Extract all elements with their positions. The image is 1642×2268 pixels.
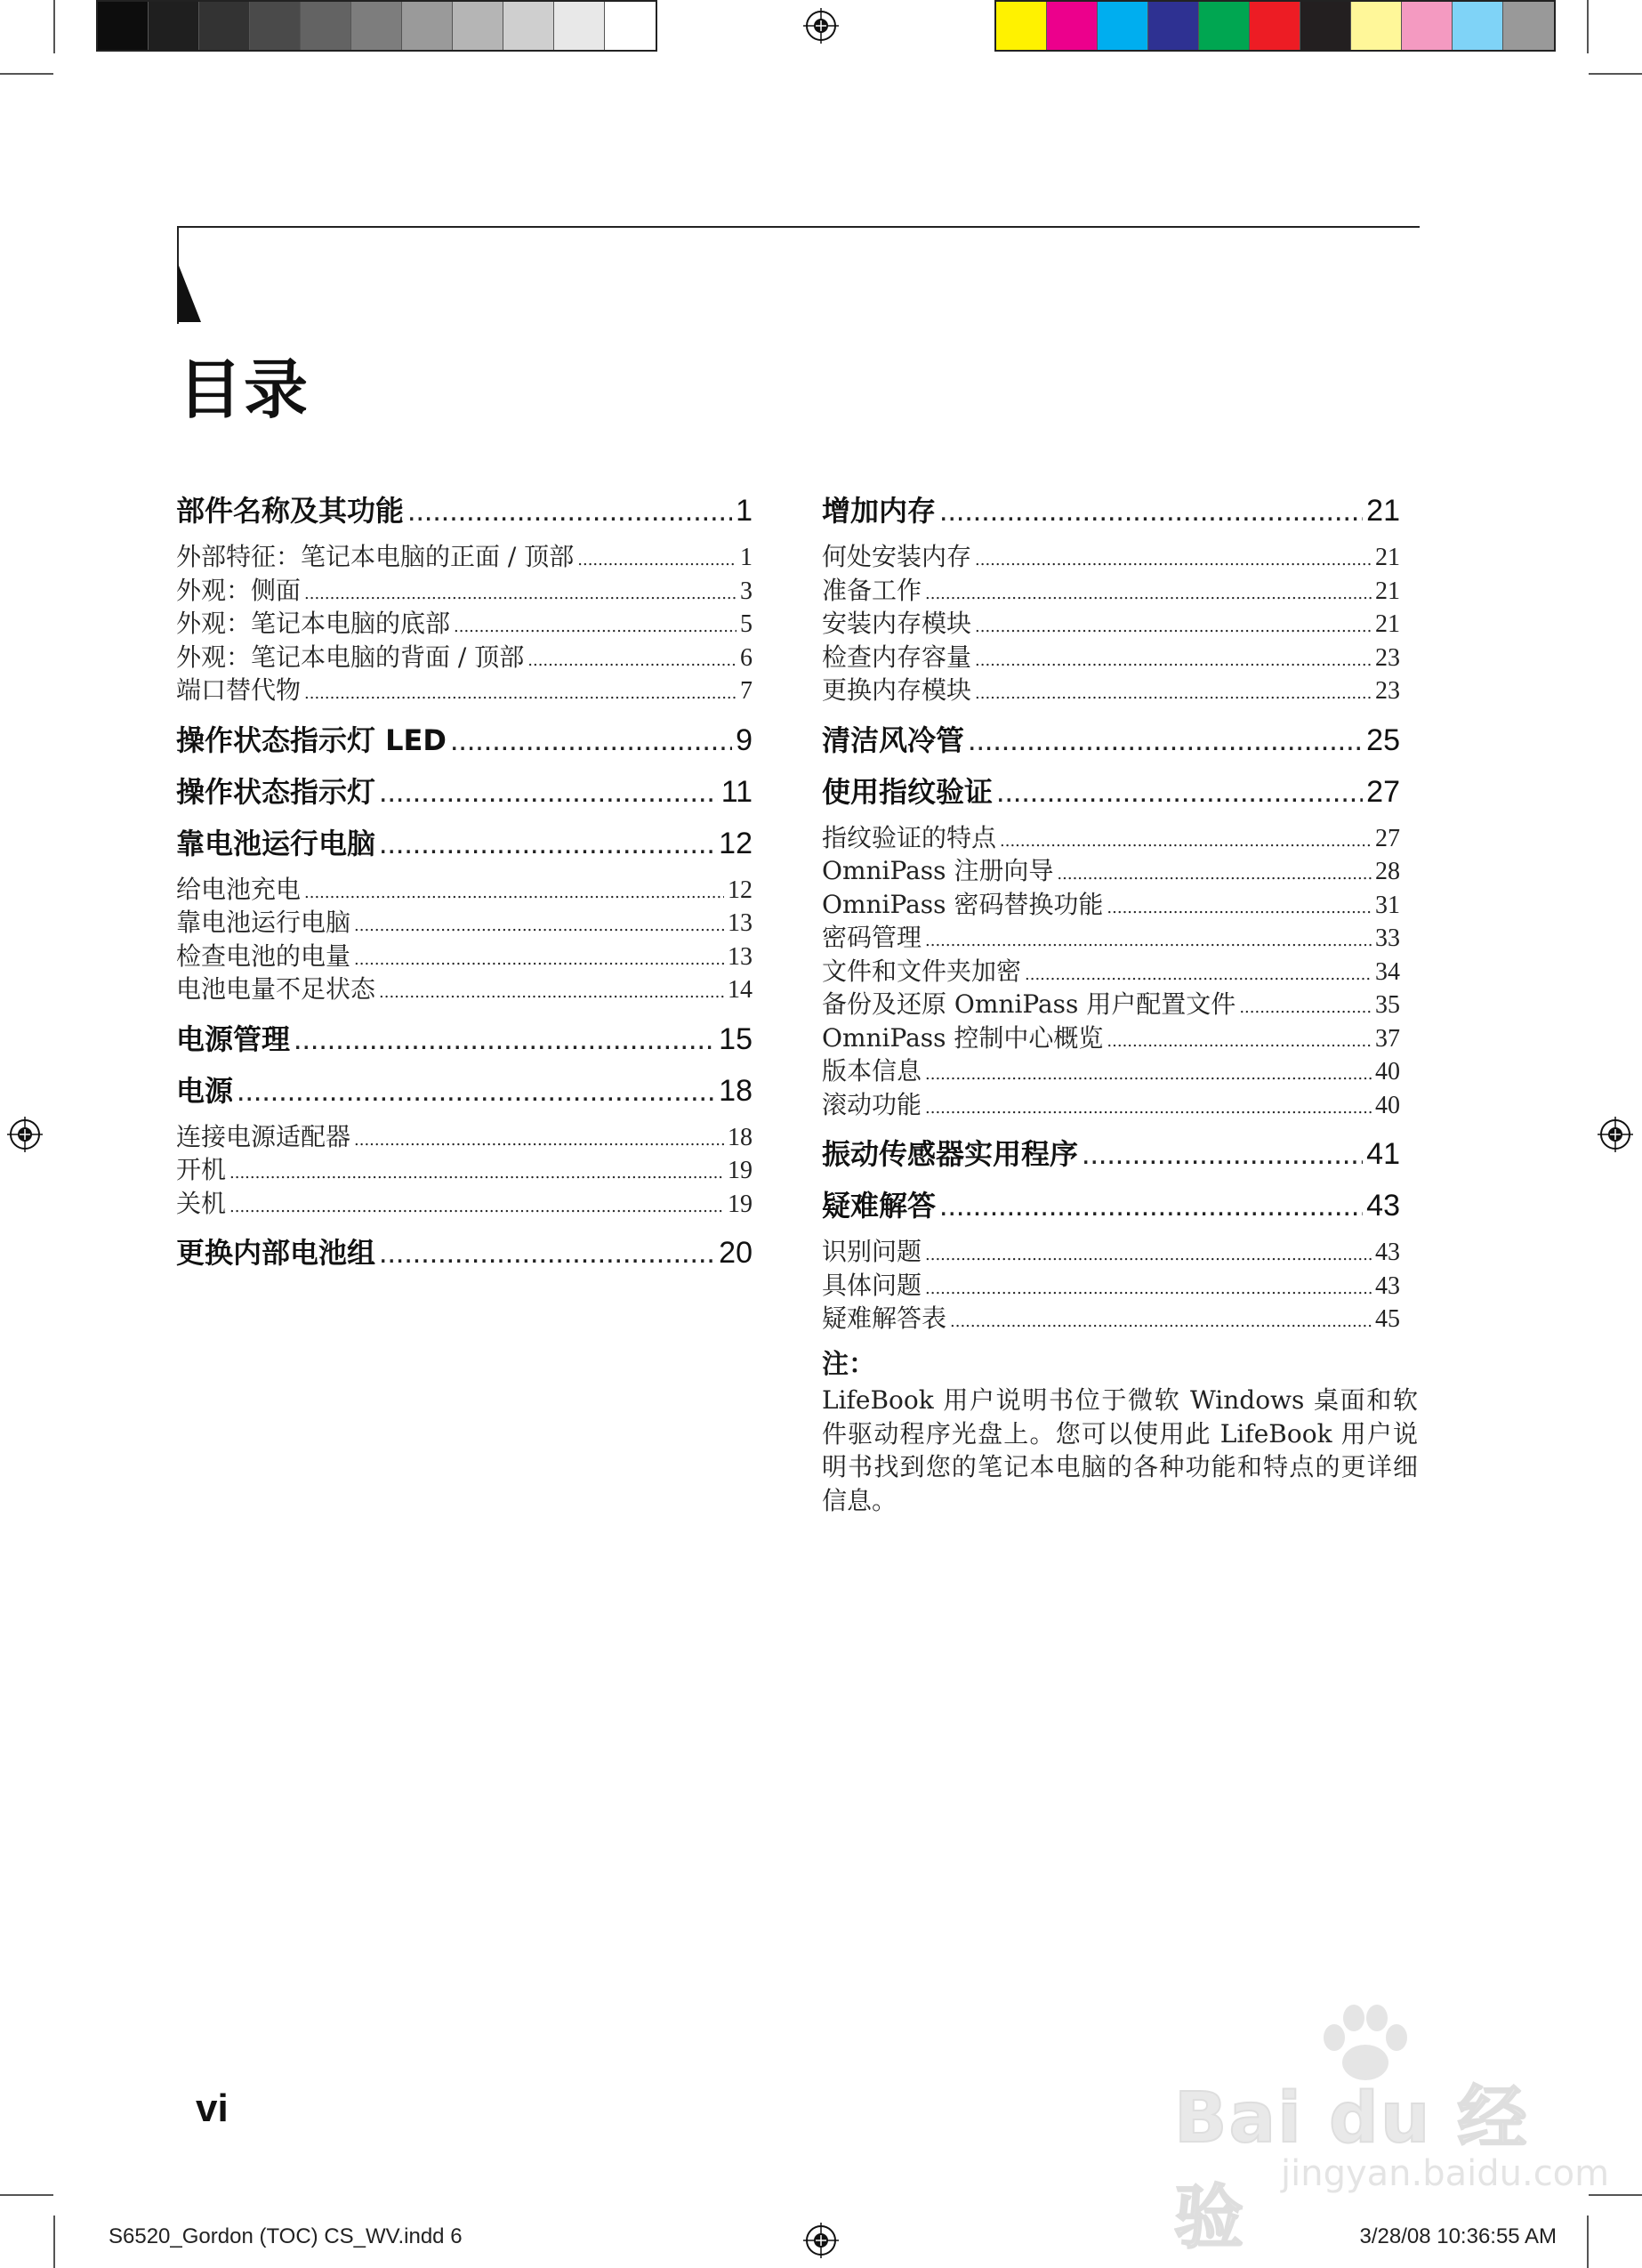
toc-entry[interactable]	[822, 955, 1400, 989]
toc-entry[interactable]	[822, 854, 1400, 888]
toc-entry[interactable]	[176, 1187, 753, 1221]
toc-section[interactable]	[176, 1013, 753, 1065]
toc-leader-dots	[925, 1272, 1372, 1306]
toc-entry-page: 40	[1375, 1058, 1400, 1086]
toc-entry[interactable]	[822, 988, 1400, 1021]
toc-entry-page: 13	[728, 942, 753, 971]
toc-entry-title: 备份及还原 OmniPass 用户配置文件	[822, 989, 1236, 1019]
toc-leader-dots	[229, 1157, 724, 1190]
header-wedge-icon	[178, 263, 201, 322]
toc-section-title: 电源	[176, 1073, 234, 1108]
color-swatch	[1503, 2, 1554, 50]
header-rule	[178, 226, 1420, 228]
toc-leader-dots	[450, 714, 732, 766]
toc-entry-page: 23	[1375, 643, 1400, 672]
toc-subsection-list	[822, 1235, 1400, 1336]
toc-entry-title: OmniPass 密码替换功能	[822, 889, 1104, 919]
grayscale-color-bar	[96, 0, 657, 52]
toc-leader-dots	[379, 766, 718, 818]
toc-entry-title: 具体问题	[822, 1270, 922, 1300]
toc-entry[interactable]	[822, 1269, 1400, 1303]
toc-section[interactable]	[822, 714, 1400, 766]
toc-entry-page: 21	[1375, 610, 1400, 638]
toc-entry-page: 19	[728, 1157, 753, 1184]
toc-section-page: 9	[736, 722, 753, 757]
registration-mark-icon	[7, 1117, 43, 1152]
toc-entry-title: 检查电池的电量	[176, 940, 351, 971]
toc-entry-title: 指纹验证的特点	[822, 822, 997, 852]
toc-entry[interactable]	[176, 940, 753, 973]
toc-leader-dots	[354, 1124, 724, 1158]
toc-section[interactable]	[822, 1128, 1400, 1180]
toc-entry[interactable]	[822, 607, 1400, 641]
crop-mark	[1587, 2216, 1589, 2268]
toc-subsection-list	[176, 873, 753, 1006]
toc-entry[interactable]	[822, 574, 1400, 608]
toc-entry-page: 5	[740, 610, 753, 638]
toc-entry[interactable]	[176, 873, 753, 907]
toc-entry-title: 何处安装内存	[822, 542, 972, 571]
toc-section[interactable]	[176, 714, 753, 766]
toc-entry-title: 安装内存模块	[822, 609, 972, 638]
toc-entry[interactable]	[176, 1153, 753, 1187]
toc-entry-page: 35	[1375, 991, 1400, 1019]
toc-section-title: 操作状态指示灯	[176, 774, 376, 809]
toc-entry-title: 外观：笔记本电脑的底部	[176, 609, 451, 638]
color-swatch	[402, 2, 453, 50]
registration-mark-icon	[803, 8, 839, 44]
toc-section-page: 41	[1366, 1137, 1400, 1171]
toc-entry-title: 连接电源适配器	[176, 1121, 351, 1151]
toc-entry-title: 关机	[176, 1188, 227, 1218]
toc-entry-page: 21	[1375, 577, 1400, 605]
color-swatch	[1300, 2, 1351, 50]
toc-entry-title: 外观：笔记本电脑的背面 / 顶部	[176, 642, 525, 672]
toc-entry-page: 7	[740, 677, 753, 705]
toc-entry-title: 开机	[176, 1155, 227, 1184]
color-swatch	[1453, 2, 1503, 50]
color-swatch	[453, 2, 503, 50]
toc-section-title: 清洁风冷管	[822, 722, 965, 757]
toc-entry-title: 给电池充电	[176, 874, 302, 904]
toc-section[interactable]	[176, 485, 753, 537]
date-slug: 3/28/08 10:36:55 AM	[1359, 2224, 1557, 2248]
toc-entry-title: 滚动功能	[822, 1089, 922, 1119]
toc-section-page: 43	[1366, 1189, 1400, 1223]
toc-entry[interactable]	[176, 574, 753, 608]
toc-leader-dots	[975, 677, 1372, 711]
watermark-site: jingyan.baidu.com	[1281, 2153, 1610, 2194]
toc-leader-dots	[1239, 991, 1372, 1025]
color-swatch	[98, 2, 149, 50]
toc-section-title: 使用指纹验证	[822, 774, 994, 809]
toc-entry[interactable]	[176, 973, 753, 1006]
toc-leader-dots	[294, 1013, 715, 1065]
file-slug: S6520_Gordon (TOC) CS_WV.indd 6	[109, 2224, 463, 2248]
toc-section-page: 27	[1366, 774, 1400, 809]
toc-leader-dots	[304, 677, 736, 711]
toc-section-title: 增加内存	[822, 494, 937, 528]
toc-entry-page: 45	[1375, 1305, 1400, 1333]
toc-section-title: 操作状态指示灯 LED	[176, 722, 447, 757]
toc-entry-page: 37	[1375, 1024, 1400, 1053]
toc-entry-page: 31	[1375, 891, 1400, 919]
toc-entry-page: 13	[728, 909, 753, 937]
toc-leader-dots	[1107, 892, 1372, 925]
color-swatch	[199, 2, 250, 50]
toc-leader-dots	[379, 1227, 715, 1279]
note-heading: 注：	[822, 1349, 875, 1380]
toc-subsection-list	[822, 821, 1400, 1122]
registration-mark-icon	[1598, 1117, 1633, 1152]
toc-entry-page: 12	[728, 876, 753, 904]
toc-leader-dots	[939, 485, 1363, 537]
toc-subsection-list	[176, 1120, 753, 1221]
toc-leader-dots	[925, 924, 1372, 958]
crop-mark	[53, 2216, 55, 2268]
page-title: 目录	[178, 355, 310, 426]
toc-section-page: 15	[719, 1021, 753, 1056]
toc-section-title: 振动传感器实用程序	[822, 1137, 1079, 1171]
toc-leader-dots	[925, 1092, 1372, 1126]
toc-section[interactable]	[822, 485, 1400, 537]
toc-leader-dots	[1000, 825, 1372, 859]
color-swatch	[1047, 2, 1098, 50]
toc-entry[interactable]	[822, 1088, 1400, 1122]
toc-leader-dots	[379, 976, 724, 1010]
toc-leader-dots	[925, 577, 1372, 611]
toc-entry-page: 14	[728, 976, 753, 1004]
toc-leader-dots	[1025, 958, 1372, 992]
toc-section-title: 部件名称及其功能	[176, 494, 405, 528]
color-swatch	[149, 2, 199, 50]
toc-entry-page: 40	[1375, 1091, 1400, 1119]
toc-section[interactable]	[822, 1180, 1400, 1231]
toc-entry-page: 3	[740, 577, 753, 605]
toc-entry[interactable]	[822, 921, 1400, 955]
registration-mark-icon	[803, 2223, 839, 2258]
toc-leader-dots	[354, 909, 724, 943]
crop-mark	[1589, 73, 1642, 75]
toc-entry-page: 21	[1375, 544, 1400, 571]
toc-leader-dots	[1082, 1128, 1363, 1180]
toc-entry-page: 19	[728, 1190, 753, 1218]
note-body: LifeBook 用户说明书位于微软 Windows 桌面和软件驱动程序光盘上。您可以使用此 LifeBook 用户说明书找到您的笔记本电脑的各种功能和特点的更详细信息。	[822, 1385, 1418, 1515]
toc-column-right	[822, 485, 1400, 1343]
toc-entry-title: 检查内存容量	[822, 642, 972, 672]
color-swatch	[503, 2, 554, 50]
toc-leader-dots	[968, 714, 1363, 766]
toc-entry[interactable]	[176, 641, 753, 674]
color-swatch	[250, 2, 301, 50]
toc-section[interactable]	[176, 1065, 753, 1117]
toc-entry-title: 文件和文件夹加密	[822, 956, 1022, 986]
toc-entry-page: 33	[1375, 924, 1400, 952]
crop-mark	[53, 0, 55, 53]
toc-entry-title: 靠电池运行电脑	[176, 908, 351, 937]
toc-entry[interactable]	[176, 607, 753, 641]
toc-leader-dots	[304, 577, 736, 611]
toc-entry[interactable]	[822, 1054, 1400, 1088]
toc-section-title: 电源管理	[176, 1021, 291, 1056]
toc-leader-dots	[577, 544, 736, 577]
toc-section-page: 12	[719, 826, 753, 860]
crop-mark	[1587, 0, 1589, 53]
toc-leader-dots	[237, 1065, 715, 1117]
toc-leader-dots	[950, 1305, 1372, 1339]
color-swatch	[1199, 2, 1250, 50]
toc-leader-dots	[527, 644, 736, 678]
toc-entry-title: 外观：侧面	[176, 575, 302, 605]
color-swatch	[996, 2, 1047, 50]
toc-section[interactable]	[822, 766, 1400, 818]
toc-entry[interactable]	[176, 540, 753, 574]
toc-entry-page: 23	[1375, 677, 1400, 705]
note-box	[822, 1346, 1418, 1517]
color-swatch	[1148, 2, 1199, 50]
toc-subsection-list	[176, 540, 753, 707]
toc-entry-title: OmniPass 注册向导	[822, 856, 1054, 885]
toc-section-page: 25	[1366, 722, 1400, 757]
toc-leader-dots	[1057, 858, 1372, 892]
color-swatch	[1250, 2, 1300, 50]
toc-leader-dots	[925, 1239, 1372, 1272]
toc-section-page: 1	[736, 494, 753, 528]
crop-mark	[0, 2194, 53, 2196]
page-number: vi	[196, 2086, 229, 2130]
toc-section-title: 疑难解答	[822, 1189, 937, 1223]
toc-entry[interactable]	[822, 641, 1400, 674]
toc-entry[interactable]	[822, 1302, 1400, 1336]
toc-entry-title: 疑难解答表	[822, 1303, 947, 1333]
toc-entry-page: 18	[728, 1123, 753, 1151]
toc-section-title: 靠电池运行电脑	[176, 826, 376, 860]
toc-leader-dots	[229, 1190, 724, 1224]
toc-leader-dots	[939, 1180, 1363, 1231]
toc-entry[interactable]	[176, 906, 753, 940]
toc-leader-dots	[975, 610, 1372, 644]
toc-entry[interactable]	[822, 821, 1400, 855]
color-swatch	[1351, 2, 1402, 50]
toc-section[interactable]	[176, 1227, 753, 1279]
toc-entry-page: 1	[740, 544, 753, 571]
toc-section[interactable]	[176, 818, 753, 869]
process-color-bar	[994, 0, 1556, 52]
toc-leader-dots	[354, 943, 724, 977]
toc-leader-dots	[1107, 1025, 1372, 1059]
toc-entry-page: 27	[1375, 824, 1400, 852]
crop-mark	[0, 73, 53, 75]
toc-entry-title: 识别问题	[822, 1237, 922, 1266]
toc-entry[interactable]	[822, 540, 1400, 574]
toc-entry-title: 版本信息	[822, 1056, 922, 1086]
color-swatch	[1402, 2, 1453, 50]
toc-leader-dots	[975, 644, 1372, 678]
toc-leader-dots	[996, 766, 1363, 818]
toc-entry-title: 密码管理	[822, 923, 922, 952]
toc-section-page: 18	[719, 1073, 753, 1108]
toc-leader-dots	[925, 1058, 1372, 1092]
toc-leader-dots	[304, 876, 724, 910]
toc-section-title: 更换内部电池组	[176, 1236, 376, 1270]
toc-leader-dots	[975, 544, 1372, 577]
toc-entry-title: OmniPass 控制中心概览	[822, 1022, 1104, 1053]
toc-leader-dots	[454, 610, 736, 644]
toc-column-left	[176, 485, 753, 1279]
color-swatch	[351, 2, 402, 50]
toc-entry-page: 28	[1375, 858, 1400, 885]
toc-entry[interactable]	[822, 1021, 1400, 1055]
color-swatch	[605, 2, 656, 50]
toc-subsection-list	[822, 540, 1400, 707]
toc-leader-dots	[379, 818, 715, 869]
watermark-brand: Bai du 经验	[1174, 2078, 1529, 2258]
toc-entry[interactable]	[176, 674, 753, 707]
crop-mark	[1589, 2194, 1642, 2196]
color-swatch	[1098, 2, 1148, 50]
toc-entry-page: 43	[1375, 1239, 1400, 1266]
toc-section[interactable]	[176, 766, 753, 818]
toc-section-page: 21	[1366, 494, 1400, 528]
toc-entry-title: 端口替代物	[176, 675, 302, 705]
toc-entry-title: 电池电量不足状态	[176, 974, 376, 1004]
color-swatch	[301, 2, 351, 50]
toc-entry-title: 外部特征：笔记本电脑的正面 / 顶部	[176, 542, 575, 571]
color-swatch	[554, 2, 605, 50]
toc-leader-dots	[407, 485, 732, 537]
toc-entry-title: 更换内存模块	[822, 675, 972, 705]
toc-entry-page: 34	[1375, 957, 1400, 986]
toc-entry[interactable]	[176, 1120, 753, 1154]
toc-entry-page: 6	[740, 643, 753, 672]
toc-entry[interactable]	[822, 1235, 1400, 1269]
toc-entry[interactable]	[822, 674, 1400, 707]
toc-section-page: 20	[719, 1236, 753, 1270]
toc-section-page: 11	[720, 774, 753, 809]
toc-entry-page: 43	[1375, 1271, 1400, 1300]
toc-entry[interactable]	[822, 888, 1400, 922]
toc-entry-title: 准备工作	[822, 575, 922, 605]
